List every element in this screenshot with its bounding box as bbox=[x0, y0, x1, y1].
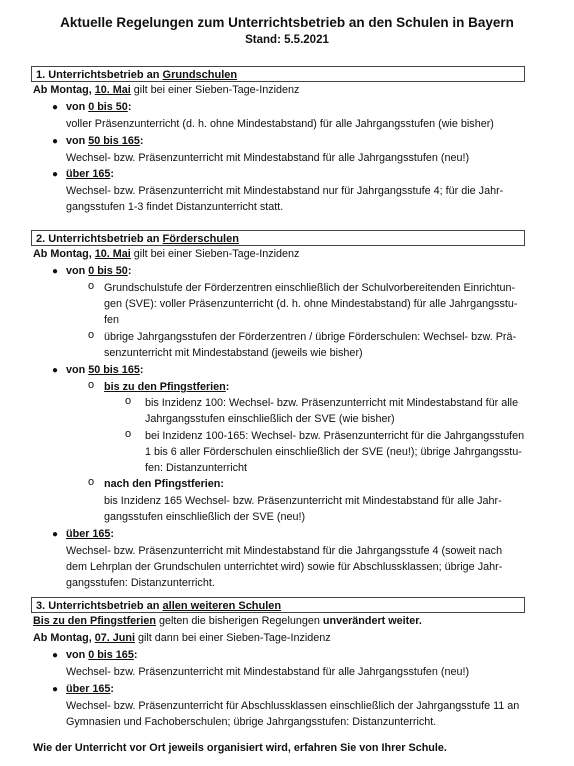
bullet-icon: ● bbox=[52, 102, 59, 113]
section-3-heading: 3. Unterrichtsbetrieb an allen weiteren Schulen bbox=[31, 597, 525, 613]
s2-0-50-item1-line2: gen (SVE): voller Präsenzunterricht (d. h. ohne Mindestabstand) für alle Jahrgangsstu- bbox=[104, 298, 518, 310]
s3-over-165-line1: Wechsel- bzw. Präsenzunterricht für Abschlussklassen einschließlich der Jahrgangsstufe 11 an bbox=[66, 700, 520, 712]
s3-range-0-165: von 0 bis 165: bbox=[66, 649, 138, 661]
section-2-heading: 2. Unterrichtsbetrieb an Förderschulen bbox=[31, 230, 525, 246]
circle-bullet-icon: o bbox=[88, 476, 95, 488]
circle-bullet-icon: o bbox=[88, 329, 95, 341]
s2-range-50-165: von 50 bis 165: bbox=[66, 364, 144, 376]
bullet-icon: ● bbox=[52, 684, 59, 695]
bullet-icon: ● bbox=[52, 169, 59, 180]
s2-after-pfingstferien-line1: bis Inzidenz 165 Wechsel- bzw. Präsenzunterricht mit Mindestabstand für alle Jahr- bbox=[104, 495, 502, 507]
bullet-icon: ● bbox=[52, 136, 59, 147]
s1-range-50-165-text: Wechsel- bzw. Präsenzunterricht mit Mindestabstand für alle Jahrgangsstufen (neu!) bbox=[66, 152, 470, 164]
s3-range-0-165-text: Wechsel- bzw. Präsenzunterricht mit Mindestabstand für alle Jahrgangsstufen (neu!) bbox=[66, 666, 470, 678]
s1-range-0-50-text: voller Präsenzunterricht (d. h. ohne Mindestabstand) für alle Jahrgangsstufen (wie bisher) bbox=[66, 118, 494, 130]
circle-bullet-icon: o bbox=[88, 280, 95, 292]
s1-over-165-line1: Wechsel- bzw. Präsenzunterricht mit Mindestabstand nur für Jahrgangsstufe 4; für die Jahr- bbox=[66, 185, 504, 197]
s2-after-pfingstferien-line2: gangsstufen einschließlich der SVE (neu!) bbox=[104, 511, 306, 523]
section-1-heading: 1. Unterrichtsbetrieb an Grundschulen bbox=[31, 66, 525, 82]
s2-before-pfingstferien: bis zu den Pfingstferien: bbox=[104, 381, 230, 393]
circle-bullet-icon: o bbox=[125, 428, 132, 440]
bullet-icon: ● bbox=[52, 266, 59, 277]
s2-0-50-item1-line1: Grundschulstufe der Förderzentren einschließlich der Schulvorbereitenden Einrichtun- bbox=[104, 282, 516, 294]
s2-over-165-line3: gangsstufen: Distanzunterricht. bbox=[66, 577, 215, 589]
s2-over-165-line2: dem Lehrplan der Grundschulen unterrichtet wird) sowie für Abschlussklassen; übrige Jahr- bbox=[66, 561, 503, 573]
s2-inzidenz-100-165-line2: 1 bis 6 aller Förderschulen einschließlich der SVE (neu!); übrige Jahrgangsstu- bbox=[145, 446, 522, 458]
s2-inzidenz-100-line2: Jahrgangsstufen einschließlich der SVE (wie bisher) bbox=[145, 413, 395, 425]
s2-range-0-50: von 0 bis 50: bbox=[66, 265, 132, 277]
s2-0-50-item1-line3: fen bbox=[104, 314, 120, 326]
s2-after-pfingstferien: nach den Pfingstferien: bbox=[104, 478, 224, 490]
s2-0-50-item2-line2: senzunterricht mit Mindestabstand (jeweils wie bisher) bbox=[104, 347, 363, 359]
section-3-pfingstferien-note: Bis zu den Pfingstferien gelten die bisherigen Regelungen unverändert weiter. bbox=[33, 615, 422, 627]
s3-over-165-line2: Gymnasien und Fachoberschulen; übrige Jahrgangsstufen: Distanzunterricht. bbox=[66, 716, 437, 728]
s2-inzidenz-100-165-line1: bei Inzidenz 100-165: Wechsel- bzw. Präsenzunterricht für die Jahrgangsstufen bbox=[145, 430, 525, 442]
bullet-icon: ● bbox=[52, 650, 59, 661]
s2-range-over-165: über 165: bbox=[66, 528, 115, 540]
s1-over-165-line2: gangsstufen 1-3 findet Distanzunterricht statt. bbox=[66, 201, 284, 213]
stand-date: Stand: 5.5.2021 bbox=[245, 34, 329, 46]
page-title: Aktuelle Regelungen zum Unterrichtsbetrieb an den Schulen in Bayern bbox=[60, 15, 514, 30]
circle-bullet-icon: o bbox=[88, 379, 95, 391]
section-1-intro: Ab Montag, 10. Mai gilt bei einer Sieben-Tage-Inzidenz bbox=[33, 84, 300, 96]
s2-inzidenz-100-line1: bis Inzidenz 100: Wechsel- bzw. Präsenzunterricht mit Mindestabstand für alle bbox=[145, 397, 519, 409]
s2-0-50-item2-line1: übrige Jahrgangsstufen der Förderzentren / übrige Förderschulen: Wechsel- bzw. Prä- bbox=[104, 331, 517, 343]
circle-bullet-icon: o bbox=[125, 395, 132, 407]
footer-note: Wie der Unterricht vor Ort jeweils organisiert wird, erfahren Sie von Ihrer Schule. bbox=[33, 742, 447, 754]
section-3-intro: Ab Montag, 07. Juni gilt dann bei einer Sieben-Tage-Inzidenz bbox=[33, 632, 331, 644]
bullet-icon: ● bbox=[52, 529, 59, 540]
section-2-intro: Ab Montag, 10. Mai gilt bei einer Sieben-Tage-Inzidenz bbox=[33, 248, 300, 260]
s3-range-over-165: über 165: bbox=[66, 683, 115, 695]
s2-over-165-line1: Wechsel- bzw. Präsenzunterricht mit Mindestabstand für die Jahrgangsstufe 4 (soweit nach bbox=[66, 545, 503, 557]
s1-range-50-165: von 50 bis 165: bbox=[66, 135, 144, 147]
s1-range-0-50: von 0 bis 50: bbox=[66, 101, 132, 113]
s1-range-over-165: über 165: bbox=[66, 168, 115, 180]
s2-inzidenz-100-165-line3: fen: Distanzunterricht bbox=[145, 462, 248, 474]
bullet-icon: ● bbox=[52, 365, 59, 376]
